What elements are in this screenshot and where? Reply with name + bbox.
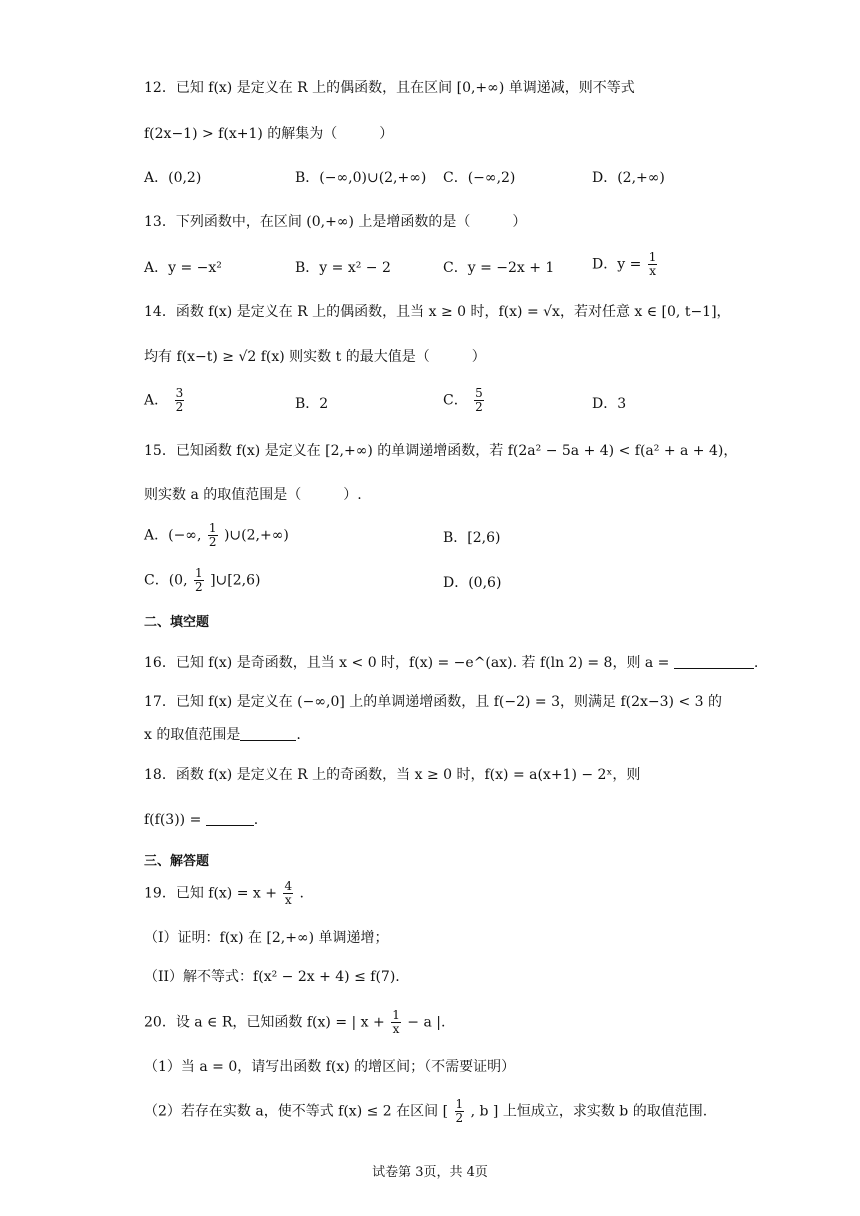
q16-stem: 16．已知 f(x) 是奇函数，且当 x < 0 时，f(x) = −e^(ax). 若 f(ln 2) = 8，则 a = [144,655,670,671]
q14-option-c-prefix: C． [443,392,468,409]
q13-option-d-numerator: 1 [648,250,657,264]
q17-answer-blank[interactable] [240,726,296,741]
q17-stem-line1: 17．已知 f(x) 是定义在 (−∞,0] 上的单调递增函数，且 f(−2) = 3，则满足 f(2x−3) < 3 的 [144,694,723,710]
q12-option-d: D．(2,+∞) [592,170,665,186]
q20-part-1: （1）当 a = 0，请写出函数 f(x) 的增区间；（不需要证明） [144,1059,516,1075]
page-footer: 试卷第 3页，共 4页 [372,1165,488,1180]
q14-option-c-numerator: 5 [475,386,483,400]
q17-line2 [144,725,301,745]
q14-option-a-numerator: 3 [175,386,184,400]
q20-part-2-suffix: , b ] 上恒成立，求实数 b 的取值范围. [470,1103,708,1120]
q20-stem-prefix: 20．设 a ∈ R，已知函数 f(x) = | x + [144,1014,385,1031]
q14-stem-line1: 14．函数 f(x) 是定义在 R 上的偶函数，且当 x ≥ 0 时，f(x) = √x，若对任意 x ∈ [0, t−1]， [144,304,731,320]
q15-option-c-numerator: 1 [194,566,203,580]
q19-numerator: 4 [284,879,293,893]
q14-option-b: B．2 [295,396,329,412]
q19-stem-suffix: . [299,885,304,902]
q13-option-a: A．y = −x² [144,260,222,276]
q15-option-a [144,522,289,549]
q15-option-d: D．(0,6) [443,575,502,591]
q15-option-c [144,567,260,594]
q17-end: . [296,727,301,743]
q20-stem [144,1009,445,1036]
q13-stem: 13．下列函数中，在区间 (0,+∞) 上是增函数的是（ ） [144,214,527,230]
q14-option-a [144,387,186,414]
q20-part-2 [144,1098,707,1125]
q18-stem-line2: f(f(3)) = [144,812,202,828]
q18-stem-line1: 18．函数 f(x) 是定义在 R 上的奇函数，当 x ≥ 0 时，f(x) = a(x+1) − 2ˣ，则 [144,767,641,783]
q15-option-a-denominator: 2 [208,535,217,549]
q12-stem-line1: 12．已知 f(x) 是定义在 R 上的偶函数，且在区间 [0,+∞) 单调递减，则不等式 [144,80,635,96]
q19-fraction [283,880,293,907]
q20-part-2-denominator: 2 [455,1111,464,1125]
q14-option-c-denominator: 2 [475,400,483,414]
q13-option-d-denominator: x [649,264,656,278]
q16-end: . [753,655,759,671]
q14-option-c-fraction [474,387,484,414]
q15-stem-line1: 15．已知函数 f(x) 是定义在 [2,+∞) 的单调递增函数，若 f(2a² − 5a + 4) < f(a² + a + 4)， [144,443,738,459]
q19-denominator: x [284,893,292,907]
q15-option-a-prefix: A．(−∞, [144,527,202,544]
q14-stem-line2: 均有 f(x−t) ≥ √2 f(x) 则实数 t 的最大值是（ ） [144,349,486,365]
q20-denominator: x [392,1022,400,1036]
q18-end: . [253,812,259,828]
q15-option-c-fraction [194,567,204,594]
q15-option-c-prefix: C．(0, [144,572,188,589]
q20-part-2-fraction [455,1098,465,1125]
q19-stem [144,880,304,907]
q16-line [144,653,758,673]
q13-option-d-fraction [648,251,658,278]
q20-numerator: 1 [392,1008,400,1022]
q15-option-a-suffix: )∪(2,+∞) [223,527,289,544]
q14-option-a-denominator: 2 [175,400,184,414]
q15-stem-line2: 则实数 a 的取值范围是（ ）. [144,487,362,503]
q18-answer-blank[interactable] [206,811,254,826]
q16-answer-blank[interactable] [674,654,754,669]
q20-stem-suffix: − a |. [407,1014,446,1031]
q12-option-b: B．(−∞,0)∪(2,+∞) [295,170,427,186]
q18-line2 [144,810,258,830]
q19-part-1: （I）证明：f(x) 在 [2,+∞) 单调递增； [144,930,389,946]
q14-option-d: D．3 [592,396,627,412]
q15-option-b: B．[2,6) [443,530,501,546]
q17-stem-line2: x 的取值范围是 [144,727,241,743]
q15-option-a-fraction [208,522,218,549]
q14-option-a-fraction [175,387,185,414]
q13-option-b: B．y = x² − 2 [295,260,391,276]
q19-stem-prefix: 19．已知 f(x) = x + [144,885,277,902]
q20-part-2-prefix: （2）若存在实数 a，使不等式 f(x) ≤ 2 在区间 [ [144,1103,449,1120]
q13-option-d-prefix: D．y = [592,256,642,273]
q15-option-c-suffix: ]∪[2,6) [210,572,261,589]
q15-option-c-denominator: 2 [194,580,203,594]
q12-stem-line2: f(2x−1) > f(x+1) 的解集为（ ） [144,126,394,142]
q12-option-c: C．(−∞,2) [443,170,516,186]
q20-fraction [391,1009,401,1036]
section-answer-heading: 三、解答题 [144,854,210,869]
q14-option-c [443,387,486,414]
q13-option-d [592,251,659,278]
q19-part-2: （II）解不等式：f(x² − 2x + 4) ≤ f(7). [144,969,400,985]
section-fill-in-heading: 二、填空题 [144,615,210,630]
q15-option-a-numerator: 1 [208,521,217,535]
q20-part-2-numerator: 1 [455,1097,464,1111]
q13-option-c: C．y = −2x + 1 [443,260,555,276]
q14-option-a-prefix: A． [144,392,169,409]
q12-option-a: A．(0,2) [144,170,202,186]
